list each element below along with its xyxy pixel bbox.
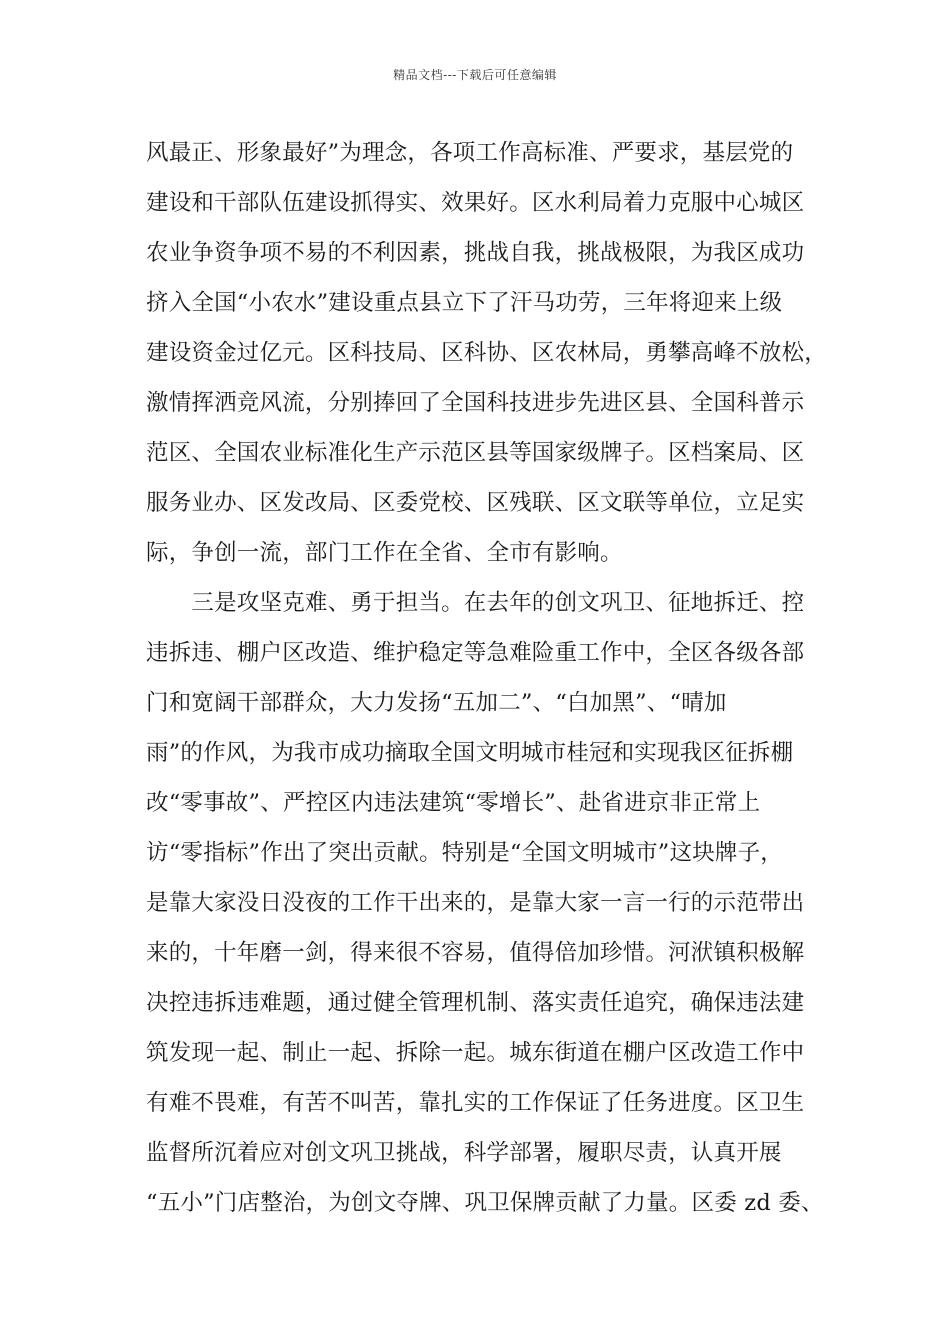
text-line: 门和宽阔干部群众，大力发扬“五加二”、“白加黑”、“晴加 bbox=[146, 690, 727, 716]
text-line: 是靠大家没日没夜的工作干出来的，是靠大家一言一行的示范带出 bbox=[146, 890, 805, 916]
paragraph-start-line: 三是攻坚克难、勇于担当。在去年的创文巩卫、征地拆迁、控 bbox=[146, 590, 805, 616]
text-line: 雨”的作风，为我市成功摘取全国文明城市桂冠和实现我区征拆棚 bbox=[146, 740, 794, 766]
document-body bbox=[146, 128, 826, 1228]
text-line: 决控违拆违难题，通过健全管理机制、落实责任追究，确保违法建 bbox=[146, 990, 805, 1016]
text-line: 服务业办、区发改局、区委党校、区残联、区文联等单位，立足实 bbox=[146, 490, 805, 516]
text-line: 改“零事故”、严控区内违法建筑“零增长”、赴省进京非正常上 bbox=[146, 790, 761, 816]
text-line: “五小”门店整治，为创文夺牌、巩卫保牌贡献了力量。区委 zd 委、 bbox=[146, 1190, 824, 1216]
text-line: 激情挥洒竞风流，分别捧回了全国科技进步先进区县、全国科普示 bbox=[146, 390, 805, 416]
page-header: 精品文档---下载后可任意编辑 bbox=[393, 68, 557, 82]
text-line: 际，争创一流，部门工作在全省、全市有影响。 bbox=[146, 540, 623, 566]
text-line: 来的，十年磨一剑，得来很不容易，值得倍加珍惜。河洑镇积极解 bbox=[146, 940, 805, 966]
text-line: 风最正、形象最好”为理念，各项工作高标准、严要求，基层党的 bbox=[146, 140, 794, 166]
text-line: 违拆违、棚户区改造、维护稳定等急难险重工作中，全区各级各部 bbox=[146, 640, 805, 666]
text-line: 监督所沉着应对创文巩卫挑战，科学部署，履职尽责，认真开展 bbox=[146, 1140, 782, 1166]
text-line: 范区、全国农业标准化生产示范区县等国家级牌子。区档案局、区 bbox=[146, 440, 805, 466]
text-line: 筑发现一起、制止一起、拆除一起。城东街道在棚户区改造工作中 bbox=[146, 1040, 805, 1066]
text-line: 建设资金过亿元。区科技局、区科协、区农林局，勇攀高峰不放松， bbox=[146, 340, 828, 366]
text-line: 建设和干部队伍建设抓得实、效果好。区水利局着力克服中心城区 bbox=[146, 190, 805, 216]
text-line: 访“零指标”作出了突出贡献。特别是“全国文明城市”这块牌子， bbox=[146, 840, 784, 866]
text-line: 挤入全国“小农水”建设重点县立下了汗马功劳，三年将迎来上级 bbox=[146, 290, 783, 316]
text-line: 有难不畏难，有苦不叫苦，靠扎实的工作保证了任务进度。区卫生 bbox=[146, 1090, 805, 1116]
text-line: 农业争资争项不易的不利因素，挑战自我，挑战极限，为我区成功 bbox=[146, 240, 805, 266]
